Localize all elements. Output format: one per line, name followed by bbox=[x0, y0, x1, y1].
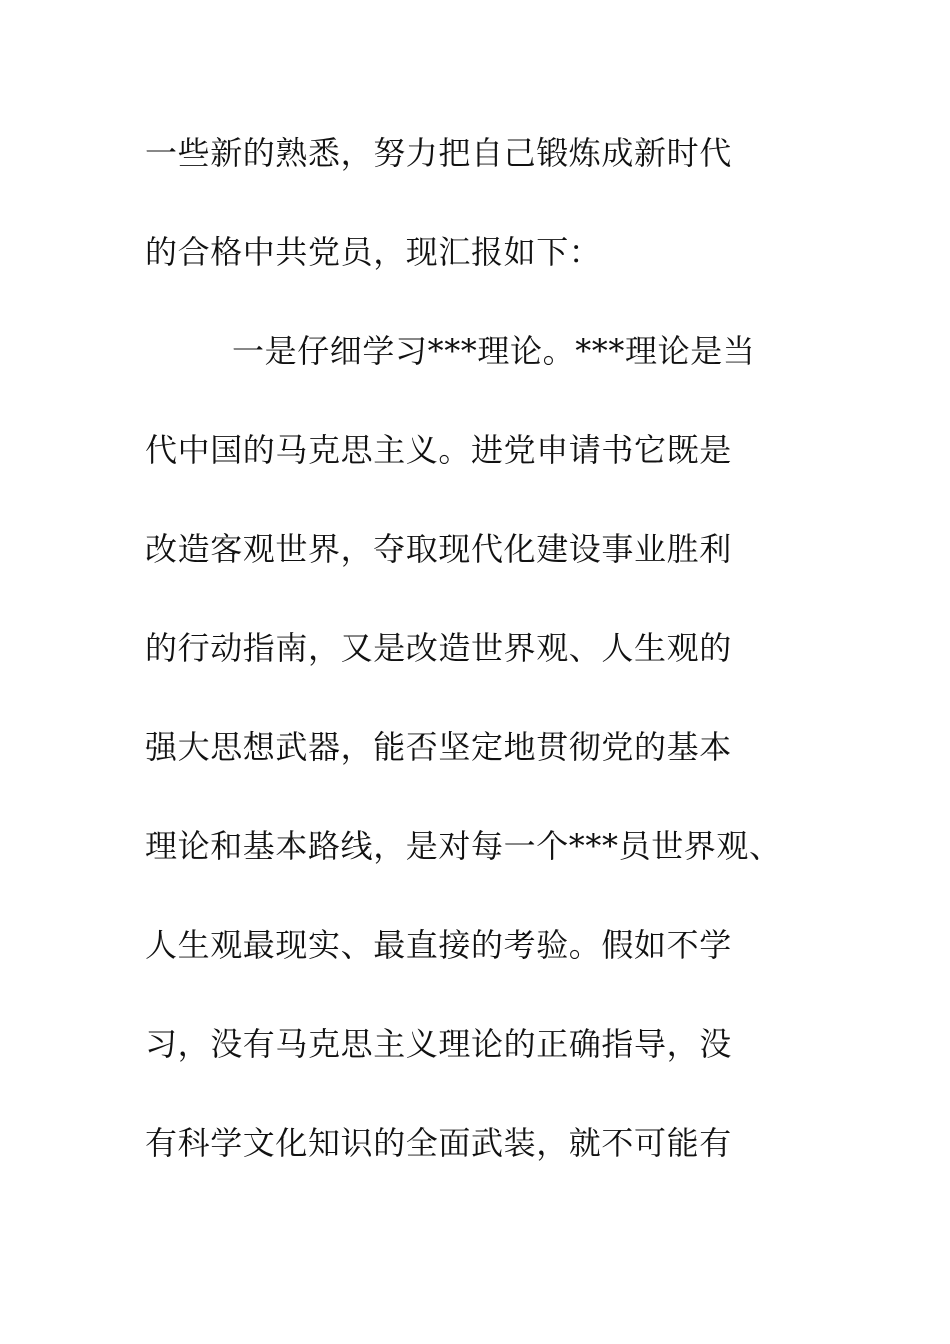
text-line: 改造客观世界，夺取现代化建设事业胜利 bbox=[145, 530, 732, 568]
text-line: 有科学文化知识的全面武装，就不可能有 bbox=[145, 1124, 732, 1162]
text-line: 一些新的熟悉，努力把自己锻炼成新时代 bbox=[145, 134, 732, 172]
text-line: 习，没有马克思主义理论的正确指导，没 bbox=[145, 1025, 732, 1063]
paragraph-first-line: 一是仔细学习***理论。***理论是当 bbox=[232, 332, 756, 370]
text-line: 的合格中共党员，现汇报如下： bbox=[145, 233, 602, 271]
text-line: 代中国的马克思主义。进党申请书它既是 bbox=[145, 431, 732, 469]
text-line: 理论和基本路线，是对每一个***员世界观、 bbox=[145, 827, 782, 865]
text-line: 的行动指南，又是改造世界观、人生观的 bbox=[145, 629, 732, 667]
text-line: 人生观最现实、最直接的考验。假如不学 bbox=[145, 926, 732, 964]
text-line: 强大思想武器，能否坚定地贯彻党的基本 bbox=[145, 728, 732, 766]
